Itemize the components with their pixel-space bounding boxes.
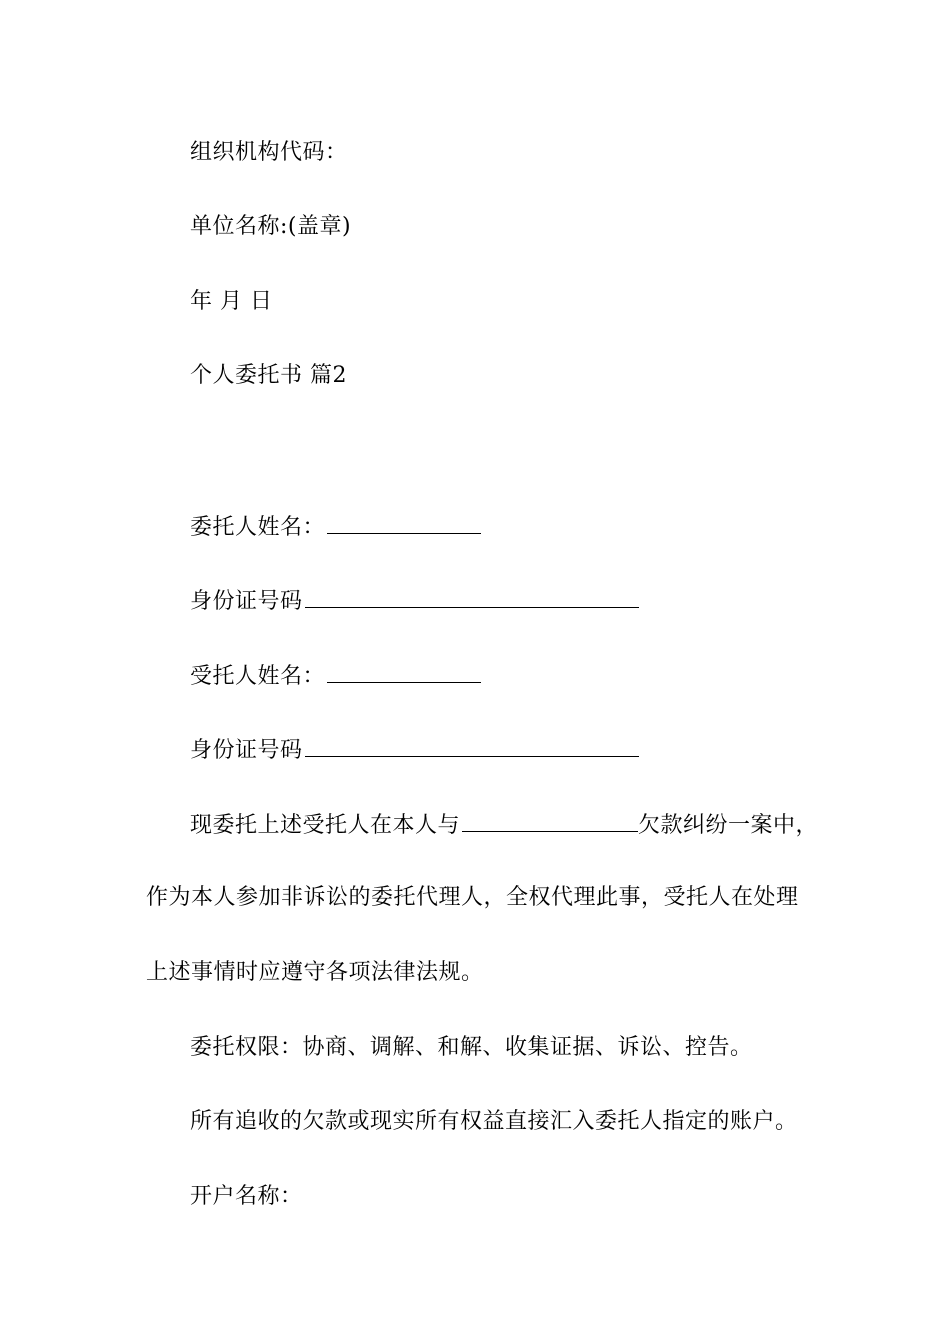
agent-id-row	[190, 734, 639, 766]
unit-name-label: 单位名称:(盖章)	[190, 214, 352, 239]
entrust-paragraph-line-1	[190, 809, 818, 841]
entrust-paragraph-line-3: 上述事情时应遵守各项法律法规。	[146, 960, 484, 985]
agent-name-label: 受托人姓名：	[190, 664, 326, 689]
agent-name-row	[190, 660, 481, 692]
payment-clause: 所有追收的欠款或现实所有权益直接汇入委托人指定的账户。	[190, 1109, 798, 1134]
entrust-text-after: 欠款纠纷一案中，	[638, 813, 819, 838]
principal-id-row	[190, 585, 639, 617]
principal-name-label: 委托人姓名：	[190, 515, 326, 540]
principal-id-blank	[305, 585, 639, 608]
entrust-text-before: 现委托上述受托人在本人与	[190, 813, 461, 838]
account-name-label: 开户名称：	[190, 1184, 303, 1209]
principal-name-blank	[327, 511, 481, 534]
principal-id-label: 身份证号码	[190, 589, 303, 614]
date-line: 年 月 日	[190, 289, 273, 314]
org-code-label: 组织机构代码：	[190, 140, 348, 165]
principal-name-row	[190, 511, 481, 543]
agent-id-blank	[305, 734, 639, 757]
entrust-paragraph-line-2: 作为本人参加非诉讼的委托代理人，全权代理此事，受托人在处理	[146, 885, 799, 910]
agent-id-label: 身份证号码	[190, 738, 303, 763]
section-heading: 个人委托书 篇2	[190, 363, 347, 388]
counterparty-blank	[462, 809, 638, 832]
authority-scope: 委托权限：协商、调解、和解、收集证据、诉讼、控告。	[190, 1035, 753, 1060]
agent-name-blank	[327, 660, 481, 683]
